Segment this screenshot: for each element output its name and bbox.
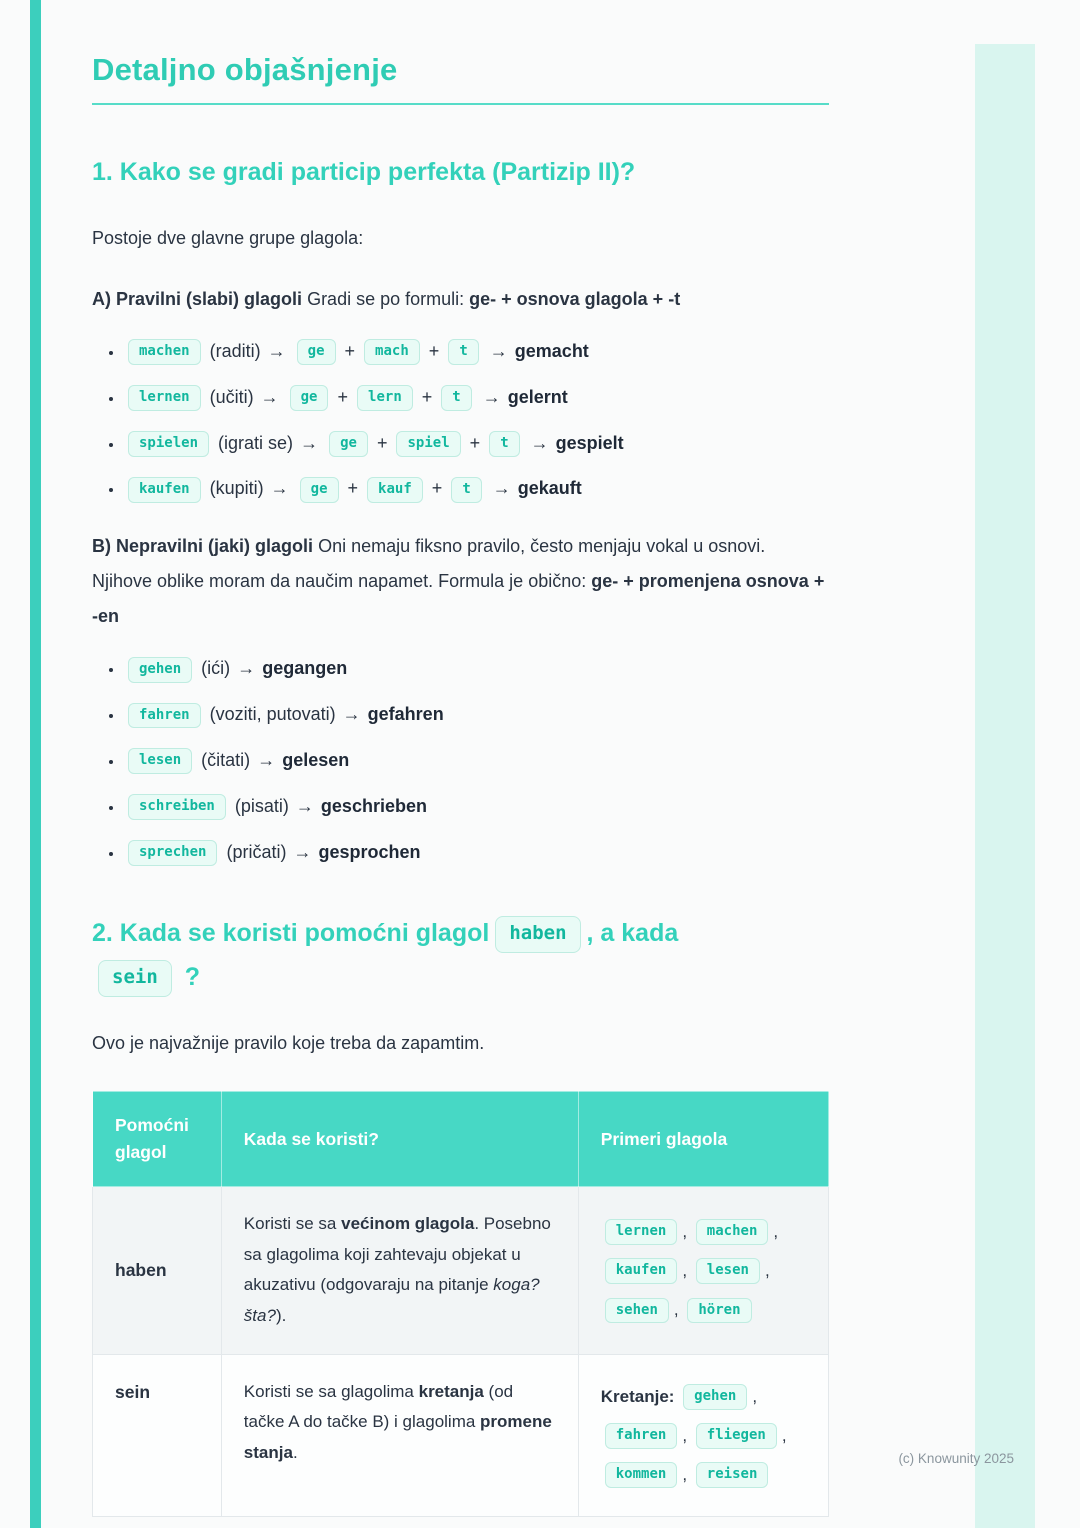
participle-result: gesprochen: [318, 841, 421, 862]
plus-sign: +: [469, 432, 481, 453]
group-b-paragraph: [92, 529, 829, 634]
comma-separator: ,: [673, 1299, 679, 1319]
haben-chip: haben: [495, 916, 580, 953]
participle-result: gegangen: [262, 658, 348, 679]
regular-verbs-list: [92, 337, 829, 503]
comma-separator: ,: [752, 1386, 758, 1406]
stem-chip: lern: [357, 385, 413, 411]
example-verb-chip: sehen: [605, 1298, 669, 1324]
stem-chip: kauf: [367, 477, 423, 503]
usage-bold: kretanja: [418, 1381, 484, 1401]
verb-meaning: (igrati se): [218, 432, 294, 453]
plus-sign: +: [344, 340, 356, 361]
list-item: [124, 746, 829, 775]
participle-result: gefahren: [367, 704, 444, 725]
usage-text: Koristi se sa: [243, 1214, 342, 1234]
list-item: [124, 700, 829, 729]
example-verb-chip: kommen: [605, 1462, 678, 1488]
participle-result: gelesen: [282, 750, 350, 770]
verb-chip: machen: [128, 339, 201, 365]
section2-heading-part3: ?: [184, 963, 200, 992]
list-item: [124, 474, 829, 503]
arrow-icon: →: [257, 750, 276, 770]
stem-chip: spiel: [396, 431, 460, 457]
verb-meaning: (pisati): [234, 795, 289, 816]
usage-text: .: [292, 1442, 298, 1462]
verb-chip: gehen: [128, 657, 192, 683]
arrow-icon: →: [295, 795, 314, 816]
usage-text: ).: [275, 1306, 287, 1326]
verb-chip: fahren: [128, 703, 201, 729]
arrow-icon: →: [260, 386, 279, 407]
usage-text: (od tačke A do tačke B) i glagolima: [243, 1381, 514, 1432]
plus-sign: +: [376, 432, 388, 453]
arrow-icon: →: [492, 478, 511, 499]
title-divider: [92, 103, 829, 105]
auxiliary-verb: sein: [93, 1354, 222, 1516]
verb-meaning: (ići): [201, 658, 231, 679]
usage-text: Koristi se sa glagolima: [243, 1381, 419, 1401]
verb-chip: sprechen: [128, 840, 217, 866]
suffix-chip: t: [448, 339, 478, 365]
table-header-auxiliary-verb: Pomoćni glagol: [93, 1091, 222, 1186]
example-verb-chip: gehen: [683, 1384, 747, 1410]
verb-chip: lernen: [128, 385, 201, 411]
example-verb-chip: hören: [687, 1298, 751, 1324]
group-b-label: B) Nepravilni (jaki) glagoli: [92, 536, 314, 557]
verb-chip: spielen: [128, 431, 209, 457]
prefix-chip: ge: [290, 385, 329, 411]
group-b-formula: ge- + promenjena osnova + -en: [92, 571, 825, 627]
copyright-note: (c) Knowunity 2025: [898, 1451, 1014, 1466]
table-header-usage: Kada se koristi?: [221, 1091, 578, 1186]
document-content: [92, 0, 829, 1517]
auxiliary-verb: haben: [93, 1187, 222, 1354]
table-body: [93, 1187, 829, 1517]
verb-meaning: (čitati): [201, 750, 251, 770]
group-a-paragraph: [92, 282, 829, 317]
group-a-label: A) Pravilni (slabi) glagoli: [92, 288, 303, 309]
arrow-icon: →: [489, 340, 508, 361]
table-head: [93, 1091, 829, 1186]
plus-sign: +: [431, 478, 443, 499]
participle-result: gelernt: [507, 386, 568, 407]
verb-chip: lesen: [128, 748, 192, 774]
example-verb-chip: kaufen: [605, 1258, 678, 1284]
example-verb-chip: lernen: [605, 1219, 678, 1245]
group-b-text: Oni nemaju fiksno pravilo, često menjaju vokal u osnovi. Njihove oblike moram da naučim napamet. Formula je obično:: [92, 536, 766, 592]
left-accent-bar: [30, 0, 41, 1528]
page-title: Detaljno objašnjenje: [92, 52, 398, 87]
usage-cell: [221, 1187, 578, 1354]
right-accent-bar: [975, 44, 1035, 1528]
section1-heading: 1. Kako se gradi particip perfekta (Partizip II)?: [92, 158, 636, 186]
group-a-formula: ge- + osnova glagola + -t: [469, 288, 681, 309]
prefix-chip: ge: [329, 431, 368, 457]
arrow-icon: →: [237, 658, 256, 679]
participle-result: gekauft: [517, 478, 582, 499]
irregular-verbs-list: [92, 654, 829, 866]
table-row-haben: [93, 1187, 829, 1354]
sein-chip: sein: [98, 960, 172, 997]
example-verb-chip: lesen: [696, 1258, 760, 1284]
verb-meaning: (učiti): [209, 386, 254, 407]
suffix-chip: t: [489, 431, 519, 457]
plus-sign: +: [337, 386, 349, 407]
verb-meaning: (raditi): [209, 340, 261, 361]
verb-chip: kaufen: [128, 477, 201, 503]
list-item: [124, 654, 829, 683]
arrow-icon: →: [342, 704, 361, 725]
comma-separator: ,: [682, 1425, 688, 1445]
example-verb-chip: fahren: [605, 1423, 678, 1449]
example-verb-chip: machen: [696, 1219, 769, 1245]
example-verb-chip: reisen: [696, 1462, 769, 1488]
usage-bold: promene stanja: [243, 1412, 552, 1462]
list-item: [124, 792, 829, 821]
table-header-row: [93, 1091, 829, 1186]
stem-chip: mach: [364, 339, 420, 365]
verb-meaning: (kupiti): [209, 478, 264, 499]
suffix-chip: t: [451, 477, 481, 503]
list-item: [124, 429, 829, 458]
list-item: [124, 337, 829, 366]
section1-intro: Postoje dve glavne grupe glagola:: [92, 227, 364, 248]
usage-cell: [221, 1354, 578, 1516]
section2-heading: [92, 912, 829, 1000]
arrow-icon: →: [482, 386, 501, 407]
usage-italic: koga? šta?: [243, 1275, 540, 1326]
plus-sign: +: [428, 340, 440, 361]
comma-separator: ,: [682, 1260, 688, 1280]
arrow-icon: →: [300, 432, 319, 453]
auxiliary-verbs-table: [92, 1091, 829, 1517]
verb-chip: schreiben: [128, 794, 226, 820]
section2-heading-part1: 2. Kada se koristi pomoćni glagol: [92, 919, 490, 948]
section2-intro: Ovo je najvažnije pravilo koje treba da zapamtim.: [92, 1032, 485, 1053]
examples-label: Kretanje:: [600, 1386, 675, 1406]
group-a-text: Gradi se po formuli:: [307, 288, 465, 309]
section2-heading-part2: , a kada: [586, 919, 679, 948]
usage-bold: većinom glagola: [341, 1214, 475, 1234]
arrow-icon: →: [530, 432, 549, 453]
arrow-icon: →: [267, 340, 286, 361]
comma-separator: ,: [773, 1221, 779, 1241]
verb-meaning: (voziti, putovati): [209, 704, 336, 725]
comma-separator: ,: [682, 1221, 688, 1241]
prefix-chip: ge: [300, 477, 339, 503]
example-verb-chip: fliegen: [696, 1423, 777, 1449]
table-row-sein: [93, 1354, 829, 1516]
comma-separator: ,: [781, 1425, 787, 1445]
comma-separator: ,: [682, 1464, 688, 1484]
participle-result: geschrieben: [320, 795, 427, 816]
verb-meaning: (pričati): [226, 841, 287, 862]
table-header-examples: Primeri glagola: [578, 1091, 828, 1186]
comma-separator: ,: [764, 1260, 770, 1280]
participle-result: gemacht: [514, 340, 589, 361]
examples-cell: [578, 1354, 828, 1516]
prefix-chip: ge: [297, 339, 336, 365]
plus-sign: +: [347, 478, 359, 499]
arrow-icon: →: [270, 478, 289, 499]
plus-sign: +: [421, 386, 433, 407]
suffix-chip: t: [441, 385, 471, 411]
list-item: [124, 838, 829, 867]
usage-text: . Posebno sa glagolima koji zahtevaju objekat u akuzativu (odgovaraju na pitanje: [243, 1214, 551, 1295]
examples-cell: [578, 1187, 828, 1354]
arrow-icon: →: [293, 841, 312, 862]
participle-result: gespielt: [555, 432, 624, 453]
list-item: [124, 383, 829, 412]
